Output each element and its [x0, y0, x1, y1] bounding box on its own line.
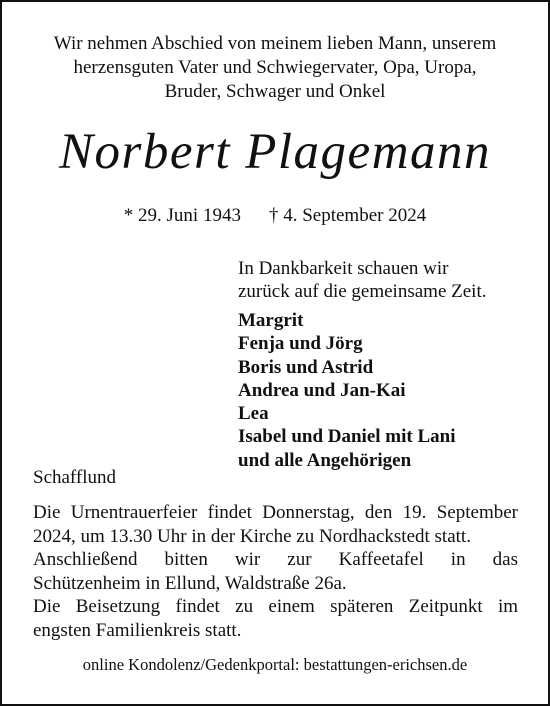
mourner: Boris und Astrid — [238, 356, 374, 378]
mourner: Isabel und Daniel mit Lani — [238, 426, 456, 448]
details-line: Anschließend bitten wir zur Kaffeetafel in das — [33, 549, 518, 571]
details-line: Schützenheim in Ellund, Waldstraße 26a. — [33, 572, 347, 594]
details-line: Die Beisetzung findet zu einem späteren Zeitpunkt im — [33, 596, 518, 618]
intro-line: Bruder, Schwager und Onkel — [164, 81, 386, 102]
mourner: Lea — [238, 403, 269, 425]
mourners-list — [238, 309, 456, 472]
details-line: engsten Familienkreis statt. — [33, 619, 242, 641]
gratitude-text — [238, 257, 486, 303]
life-dates — [2, 204, 548, 228]
place-name: Schafflund — [33, 467, 117, 488]
gratitude-line: zurück auf die gemeinsame Zeit. — [238, 281, 487, 302]
intro-text — [2, 32, 548, 104]
death-date: † 4. September 2024 — [268, 205, 427, 226]
deceased-name: Norbert Plagemann — [58, 124, 492, 180]
mourner: Fenja und Jörg — [238, 333, 363, 355]
details-line: 2024, um 13.30 Uhr in der Kirche zu Nordhackstedt statt. — [33, 525, 471, 547]
mourner: Margrit — [238, 310, 304, 331]
ceremony-details — [33, 501, 518, 643]
gratitude-line: In Dankbarkeit schauen wir — [238, 258, 449, 279]
intro-line: herzensguten Vater und Schwiegervater, Opa, Uropa, — [73, 57, 477, 78]
birth-date: * 29. Juni 1943 — [123, 205, 241, 226]
online-condolence-link[interactable]: online Kondolenz/Gedenkportal: bestattungen-erichsen.de — [82, 655, 468, 674]
details-line: Die Urnentrauerfeier findet Donnerstag, den 19. September — [33, 502, 518, 523]
intro-line: Wir nehmen Abschied von meinem lieben Mann, unserem — [53, 33, 497, 54]
mourner: und alle Angehörigen — [238, 449, 412, 471]
mourner: Andrea und Jan-Kai — [238, 379, 406, 401]
